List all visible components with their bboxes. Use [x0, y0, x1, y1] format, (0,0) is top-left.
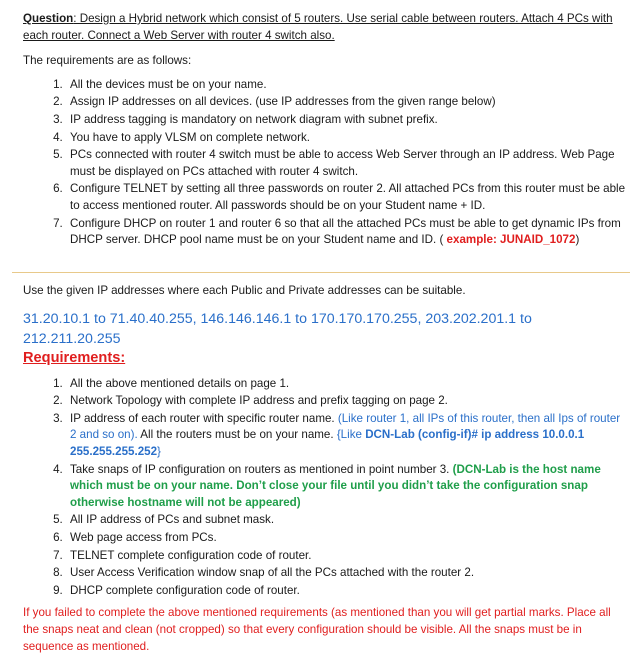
- list-item: 2. Assign IP addresses on all devices. (use IP addresses from the given range below): [66, 94, 626, 111]
- ip-intro: Use the given IP addresses where each Public and Private addresses can be suitable.: [23, 284, 466, 297]
- question-label: Question: [23, 12, 74, 25]
- list-item: 6. Web page access from PCs.: [66, 530, 626, 547]
- list-item: 4. Take snaps of IP configuration on routers as mentioned in point number 3. (DCN-Lab is the host name which must be on your name. Don’t close your file until you didn’t take the configuration snap otherwise hostname will not be appeared): [66, 462, 626, 512]
- dhcp-example: example: JUNAID_1072: [443, 233, 576, 247]
- ip-section: [23, 283, 626, 656]
- section-divider: [12, 272, 630, 273]
- list-item: 3. IP address of each router with specific router name. (Like router 1, all IPs of this router, then all Ips of router 2 and so on). All the routers must be on your name. {Like DCN-Lab (config-if)# ip address 10.0.0.1 255.255.255.252}: [66, 411, 626, 461]
- list-item: 7. TELNET complete configuration code of router.: [66, 548, 626, 565]
- list-item: 6. Configure TELNET by setting all three passwords on router 2. All attached PCs from this router must be able to access mentioned router. All passwords should be on your Student name + ID.: [66, 181, 626, 214]
- list-item: 9. DHCP complete configuration code of router.: [66, 583, 626, 600]
- requirements-list: [23, 77, 626, 249]
- question-paragraph: [23, 0, 626, 44]
- list-item: 2. Network Topology with complete IP address and prefix tagging on page 2.: [66, 393, 626, 410]
- list-item: 1. All the above mentioned details on page 1.: [66, 376, 626, 393]
- footer-note: If you failed to complete the above mentioned requirements (as mentioned than you will get partial marks. Place all the snaps neat and clean (not cropped) so that every configuration should be visible. All the snaps must be in sequence as mentioned.: [23, 606, 611, 653]
- deliverables-list: [23, 376, 626, 600]
- list-item: 3. IP address tagging is mandatory on network diagram with subnet prefix.: [66, 112, 626, 129]
- list-item: 7. Configure DHCP on router 1 and router 6 so that all the attached PCs must be able to get dynamic IPs from DHCP server. DHCP pool name must be on your Student name and ID. ( example: JUNAID_1072): [66, 216, 626, 249]
- list-item: 5. PCs connected with router 4 switch must be able to access Web Server through an IP address. Web Page must be displayed on PCs attached with router 4 switch.: [66, 147, 626, 180]
- ip-ranges: 31.20.10.1 to 71.40.40.255, 146.146.146.1 to 170.170.170.255, 203.202.201.1 to 212.211.20.255: [23, 310, 532, 347]
- list-item: 1. All the devices must be on your name.: [66, 77, 626, 94]
- question-text: : Design a Hybrid network which consist of 5 routers. Use serial cable between routers. Attach 4 PCs with each router. Connect a Web Server with router 4 switch also.: [23, 12, 613, 42]
- deliverables-heading: Requirements:: [23, 349, 126, 366]
- list-item: 5. All IP address of PCs and subnet mask.: [66, 512, 626, 529]
- list-item: 4. You have to apply VLSM on complete network.: [66, 130, 626, 147]
- list-item: 8. User Access Verification window snap of all the PCs attached with the router 2.: [66, 565, 626, 582]
- requirements-intro: The requirements are as follows:: [23, 54, 192, 68]
